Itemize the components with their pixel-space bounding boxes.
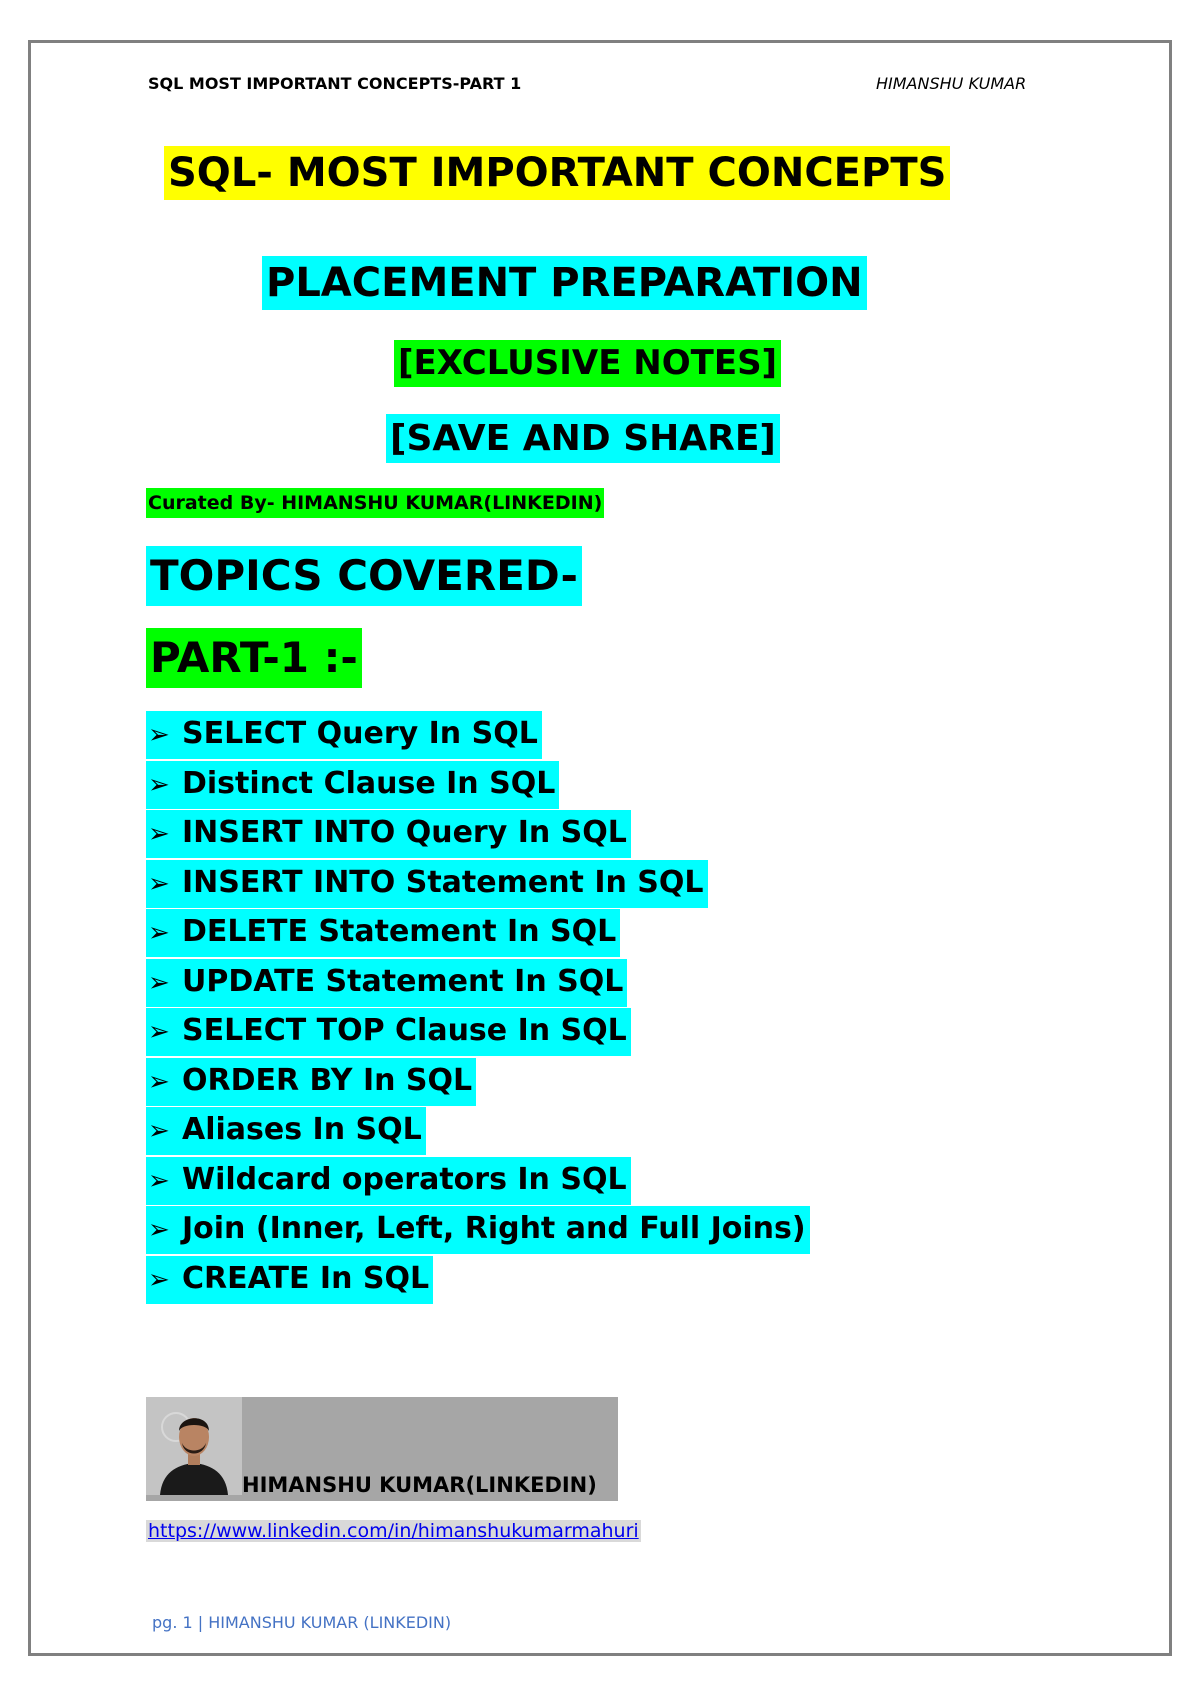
list-item [146,860,810,910]
list-item [146,810,810,860]
arrow-bullet-icon: ➢ [148,769,170,800]
topic-label: SELECT Query In SQL [182,716,538,751]
document-subtitle: PLACEMENT PREPARATION [262,256,867,310]
arrow-bullet-icon: ➢ [148,1066,170,1097]
arrow-bullet-icon: ➢ [148,1264,170,1295]
topic-label: CREATE In SQL [182,1260,430,1296]
list-item [146,1206,810,1256]
topic-label: Wildcard operators In SQL [182,1161,627,1197]
arrow-bullet-icon: ➢ [148,1165,170,1196]
profile-banner [146,1397,618,1501]
list-item [146,1157,810,1207]
list-item [146,1058,810,1108]
list-item [146,1256,810,1306]
topic-label: Aliases In SQL [182,1112,422,1147]
linkedin-link[interactable]: https://www.linkedin.com/in/himanshukumarmahuri [148,1520,639,1542]
arrow-bullet-icon: ➢ [148,868,170,899]
save-share-label: [SAVE AND SHARE] [386,414,780,463]
header-title: SQL MOST IMPORTANT CONCEPTS-PART 1 [148,74,522,93]
topic-label: Join (Inner, Left, Right and Full Joins) [182,1211,806,1246]
curated-by: Curated By- HIMANSHU KUMAR(LINKEDIN) [146,488,604,518]
list-item [146,1107,810,1157]
arrow-bullet-icon: ➢ [148,1017,170,1047]
page-footer: pg. 1 | HIMANSHU KUMAR (LINKEDIN) [152,1613,452,1632]
arrow-bullet-icon: ➢ [148,1215,170,1245]
topic-label: INSERT INTO Statement In SQL [182,864,704,900]
list-item [146,959,810,1009]
topic-list [146,711,810,1305]
document-title: SQL- MOST IMPORTANT CONCEPTS [164,146,950,200]
list-item [146,711,810,761]
topic-label: SELECT TOP Clause In SQL [182,1013,627,1048]
arrow-bullet-icon: ➢ [148,819,170,849]
arrow-bullet-icon: ➢ [148,918,170,948]
person-silhouette-icon [146,1397,242,1495]
arrow-bullet-icon: ➢ [148,1116,170,1146]
arrow-bullet-icon: ➢ [148,720,170,750]
list-item [146,1008,810,1058]
list-item [146,761,810,811]
list-item [146,909,810,959]
profile-name: HIMANSHU KUMAR(LINKEDIN) [242,1473,597,1497]
topic-label: ORDER BY In SQL [182,1062,473,1098]
exclusive-notes-label: [EXCLUSIVE NOTES] [394,340,781,387]
arrow-bullet-icon: ➢ [148,967,170,998]
topic-label: INSERT INTO Query In SQL [182,815,627,850]
topic-label: UPDATE Statement In SQL [182,963,624,999]
part-heading: PART-1 :- [146,628,362,688]
topic-label: Distinct Clause In SQL [182,765,556,801]
header-author: HIMANSHU KUMAR [876,74,1027,93]
topics-heading: TOPICS COVERED- [146,546,582,606]
profile-photo [146,1397,242,1495]
topic-label: DELETE Statement In SQL [182,914,617,949]
